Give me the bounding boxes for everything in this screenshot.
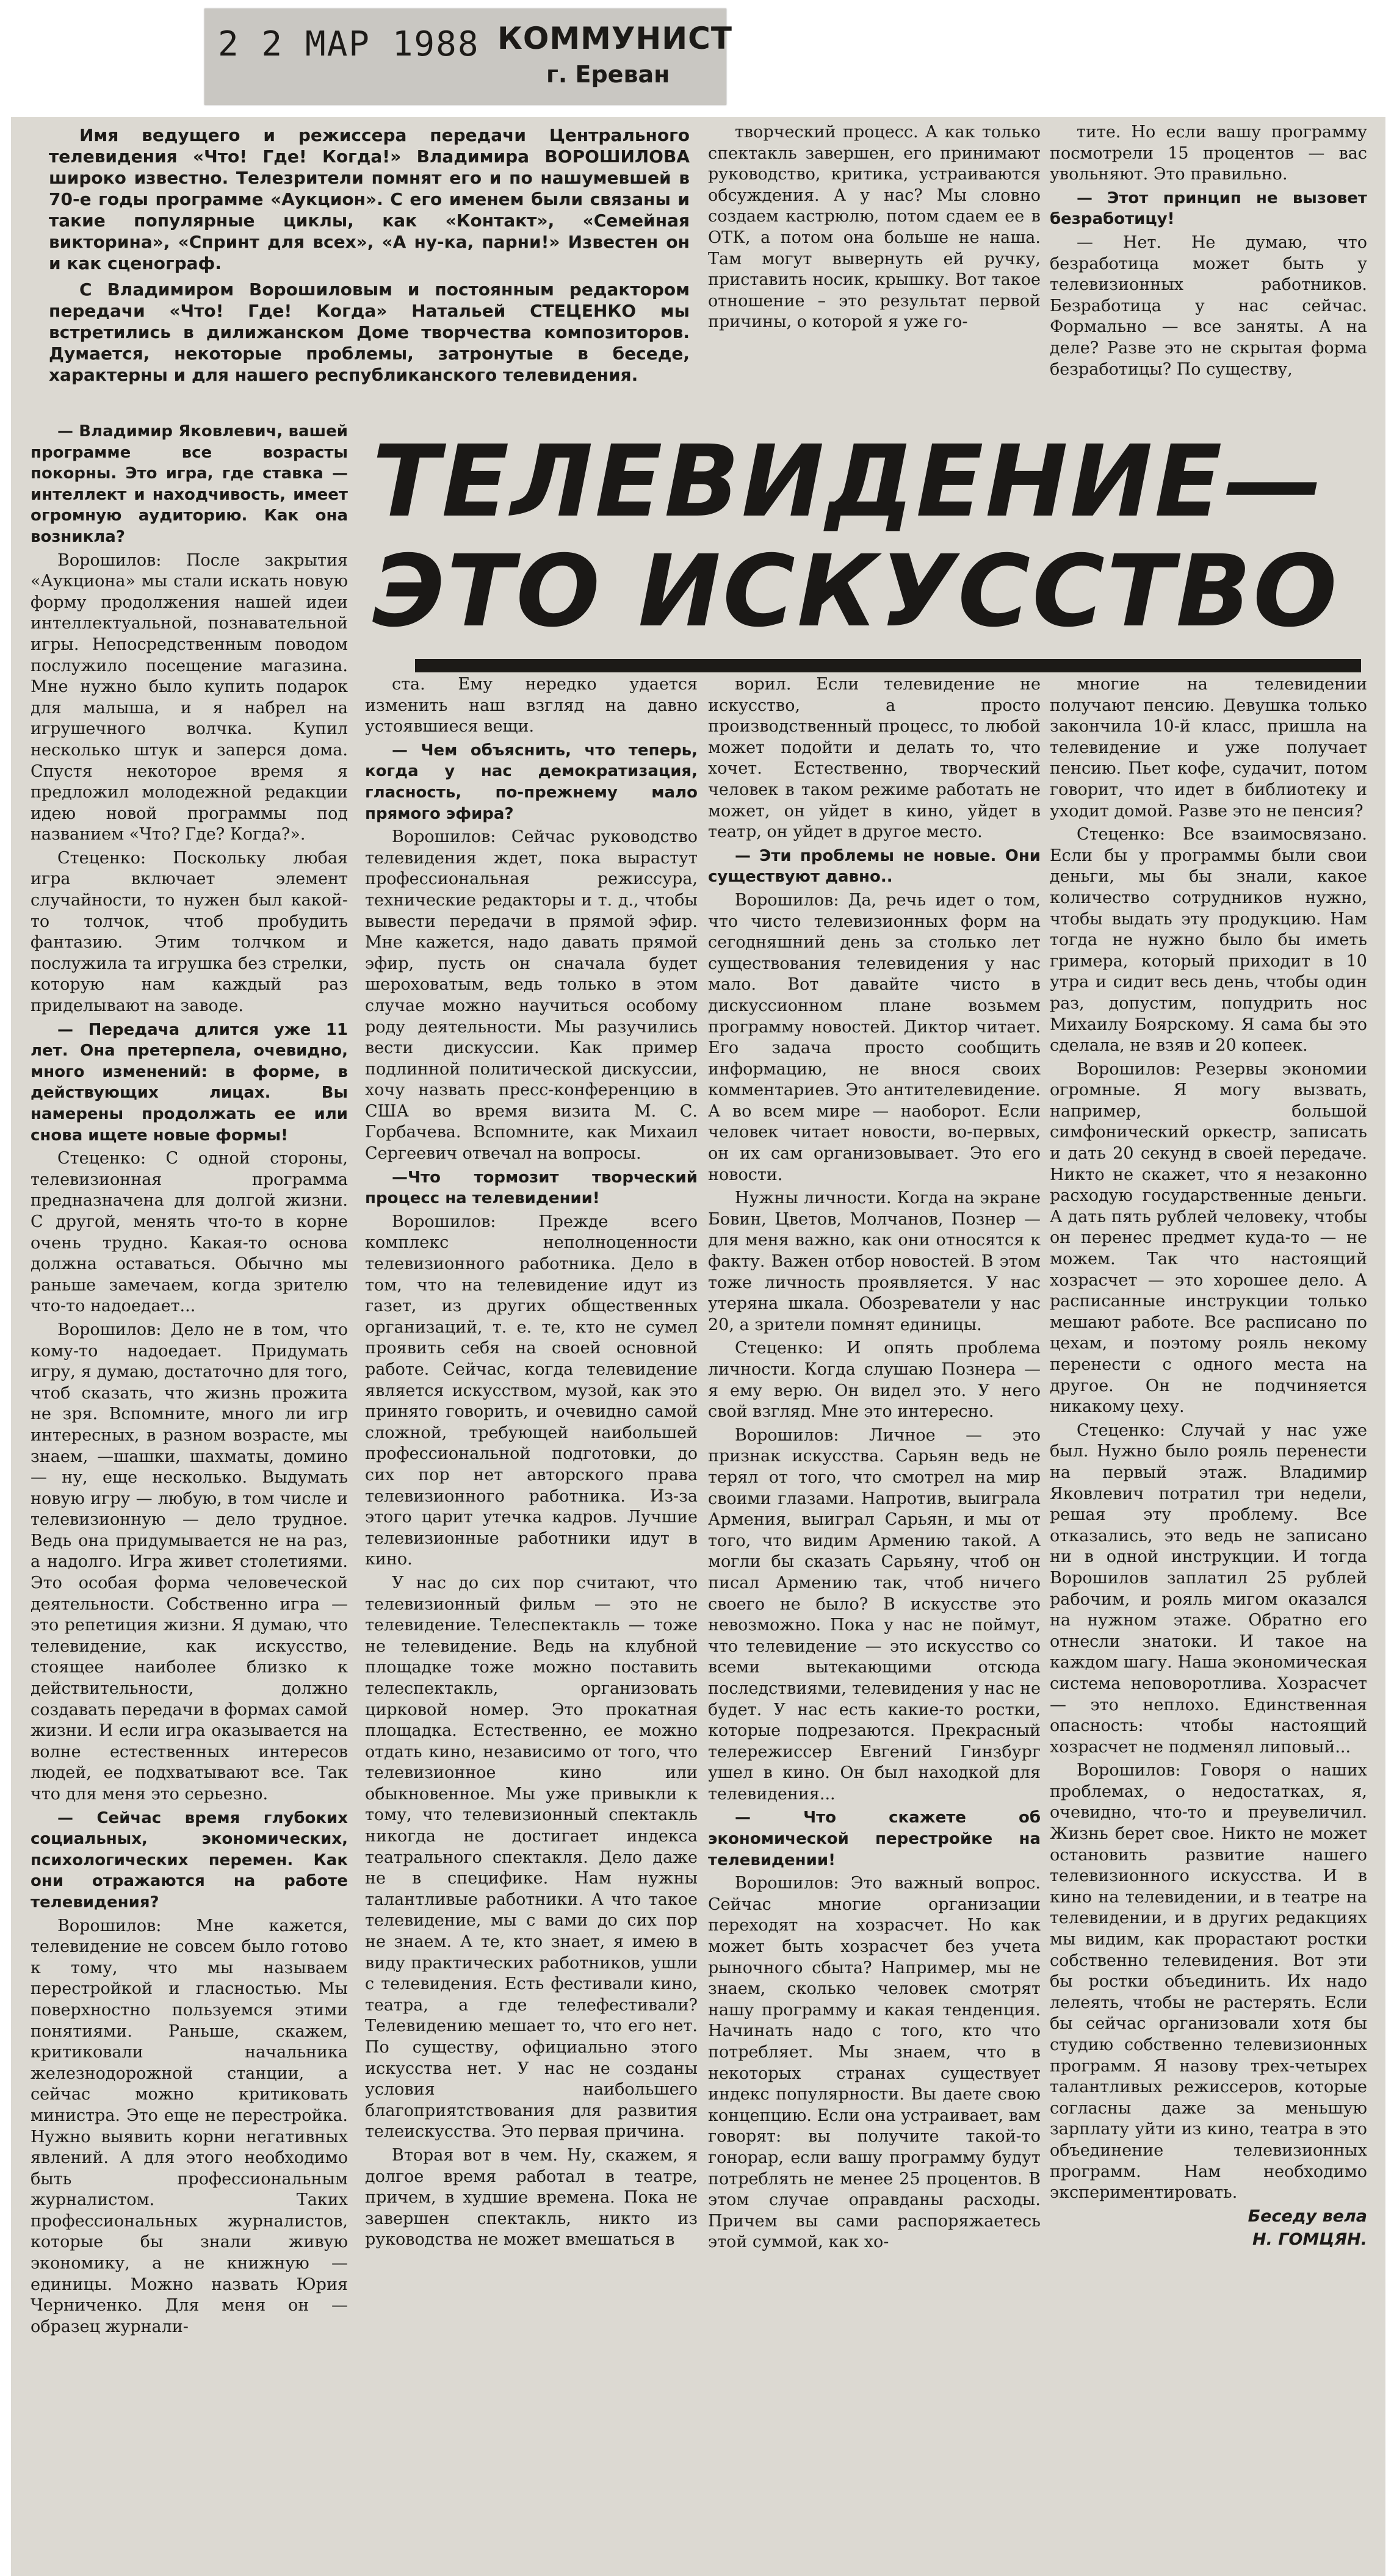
column-3-top	[708, 122, 1041, 421]
paragraph: Вторая вот в чем. Ну, скажем, я долгое время работал в театре, причем, в худшие времена. Пока не завершен спектакль, никто из руководства не может вмешаться в	[365, 2145, 698, 2250]
column-1	[31, 421, 348, 2556]
paragraph: Ворошилов: После закрытия «Аукциона» мы стали искать новую форму продолжения нашей идеи интеллектуальной, познавательной игры. Непосредственным поводом послужило посещение магазина. Мне нужно было купить подарок для малыша, и я набрел на игрушечного волчка. Купил несколько штук и заперся дома. Спустя некоторое время я предложил молодежной редакции идею новой программы под названием «Что? Где? Когда?».	[31, 550, 348, 844]
paragraph: Ворошилов: Говоря о наших проблемах, о недостатках, я, очевидно, что-то и преувеличил. Жизнь берет свое. Никто не может остановить развитие нашего телевизионного искусства. И в кино на телевидении, и в театре на телевидении, и в других редакциях мы видим, как прорастают ростки собственно телевидения. Вот эти бы ростки объединить. Их надо лелеять, чтобы не растерять. Если бы сейчас организовали хотя бы студию собственно телевизионных программ. Я назову трех-четырех талантливых режиссеров, которые согласны даже за меньшую зарплату уйти из кино, театра в это объединение телевизионных программ. Нам необходимо экспериментировать.	[1050, 1761, 1367, 2203]
headline-line-1: ТЕЛЕВИДЕНИЕ—	[372, 425, 1325, 539]
stamp-newspaper: КОММУНИСТ	[497, 21, 732, 56]
headline-rule	[415, 659, 1361, 672]
stamp-city: г. Ереван	[546, 61, 670, 88]
paragraph: Ворошилов: Дело не в том, что кому-то надоедает. Придумать игру, я думаю, достаточно для того, чтоб сказать, что жизнь прожита не зря. Вспомните, много ли игр интересных, в разном возрасте, мы знаем, —шашки, шахматы, домино — ну, еще несколько. Выдумать новую игру — любую, в том числе и телевизионную — дело трудное. Ведь она придумывается не на раз, а надолго. Игра живет столетиями. Это особая форма человеческой деятельности. Собственно игра — это репетиция жизни. Я думаю, что телевидение, как искусство, стоящее наиболее близко к действительности, должно создавать передачи в формах самой жизни. И если игра оказывается на волне естественных интересов людей, ее подхватывают все. Так что для меня это серьезно.	[31, 1320, 348, 1804]
column-4-top	[1050, 122, 1367, 421]
signature-author: Н. ГОМЦЯН.	[1252, 2230, 1367, 2250]
question: — Владимир Яковлевич, вашей программе все возрасты покорны. Это игра, где ставка —интеллект и находчивость, имеет огромную аудиторию. Как она возникла?	[31, 422, 348, 546]
signature-caption: Беседу вела	[1248, 2206, 1367, 2226]
column-3	[708, 674, 1041, 2566]
article-intro	[49, 124, 690, 411]
paragraph: Стеценко: Случай у нас уже был. Нужно было рояль перенести на первый этаж. Владимир Яковлевич потратил три недели, решая эту проблему. Все отказались, это ведь не записано ни в одной инструкции. И тогда Ворошилов заплатил 25 рублей рабочим, и рояль мигом оказался на нужном этаже. Обратно его отнесли знатоки. И такое на каждом шагу. Наша экономическая система неповоротлива. Хозрасчет — это неплохо. Единственная опасность: чтобы настоящий хозрасчет не подменял липовый...	[1050, 1420, 1367, 1757]
column-4	[1050, 674, 1367, 2566]
question: — Что скажете об экономической перестройке на телевидении!	[708, 1808, 1041, 1869]
question: —Что тормозит творческий процесс на телевидении!	[365, 1168, 698, 1208]
intro-paragraph: С Владимиром Ворошиловым и постоянным редактором передачи «Что! Где! Когда» Натальей СТЕЦЕНКО мы встретились в дилижанском Доме творчества композиторов. Думается, некоторые проблемы, затронутые в беседе, характерны и для нашего республиканского телевидения.	[49, 279, 690, 385]
paragraph: Ворошилов: Мне кажется, телевидение не совсем было готово к тому, что мы называем перестройкой и гласностью. Мы поверхностно пользуемся этими понятиями. Раньше, скажем, критиковали начальника железнодорожной станции, а сейчас можно критиковать министра. Это еще не перестройка. Нужно выявить корни негативных явлений. А для этого необходимо быть профессиональным журналистом. Таких профессиональных журналистов, которые бы знали живую экономику, а не книжную — единицы. Можно назвать Юрия Черниченко. Для меня он — образец журнали-	[31, 1916, 348, 2336]
paragraph: Ворошилов: Сейчас руководство телевидения ждет, пока вырастут профессиональная режиссура, технические редакторы и т. д., чтобы вывести передачи в прямой эфир. Мне кажется, надо давать прямой эфир, пусть он сначала будет шероховатым, ведь только в этом случае можно научиться особому роду деятельности. Мы разучились вести дискуссии. Как пример подлинной политической дискуссии, хочу назвать пресс-конференцию в США во время визита М. С. Горбачева. Вспомните, как Михаил Сергеевич отвечал на вопросы.	[365, 827, 698, 1164]
question: — Эти проблемы не новые. Они существуют давно..	[708, 846, 1041, 887]
paragraph: Ворошилов: Да, речь идет о том, что чисто телевизионных форм на сегодняшний день за столько лет существования телевидения у нас мало. Вот давайте чисто в дискуссионном плане возьмем программу новостей. Диктор читает. Его задача просто сообщить информацию, не внося своих комментариев. Это антителевидение. А во всем мире — наоборот. Если человек читает новости, во-первых, он их сам организовывает. Это его новости.	[708, 890, 1041, 1184]
paragraph: Стеценко: С одной стороны, телевизионная программа предназначена для долгой жизни. С другой, менять что-то в корне очень трудно. Какая-то основа должна оставаться. Обычно мы раньше замечаем, когда зрителю что-то надоедает...	[31, 1149, 348, 1316]
question: — Чем объяснить, что теперь, когда у нас демократизация, гласность, по-прежнему мало прямого эфира?	[365, 741, 698, 823]
paragraph: Нужны личности. Когда на экране Бовин, Цветов, Молчанов, Познер — для меня важно, как они относятся к факту. Важен отбор новостей. В этом тоже личность проявляется. У нас утеряна шкала. Обозреватели у нас 20, а зрители помнят единицы.	[708, 1189, 1041, 1334]
paragraph: — Нет. Не думаю, что безработица может быть у телевизионных работников. Безработица у нас сейчас. Формально — все заняты. А на деле? Разве это не скрытая форма безработицы? По существу,	[1050, 232, 1367, 379]
paragraph: У нас до сих пор считают, что телевизионный фильм — это не телевидение. Телеспектакль — тоже не телевидение. Ведь на клубной площадке тоже можно поставить телеспектакль, организовать цирковой номер. Это прокатная площадка. Естественно, ее можно отдать кино, независимо от того, что телевизионное кино или обыкновенное. Мы уже привыкли к тому, что телевизионный спектакль никогда не достигает индекса театрального спектакля. Дело даже не в специфике. Нам нужны талантливые работники. А что такое телевидение, мы с вами до сих пор не знаем. А те, кто знает, я имею в виду практических работников, ушли с телевидения. Есть фестивали кино, театра, а где телефестивали? Телевидению мешает то, что его нет. По существу, официально этого искусства нет. У нас не созданы условия наибольшего благоприятствования для развития телеискусства. Это первая причина.	[365, 1573, 698, 2142]
paragraph: Ворошилов: Резервы экономии огромные. Я могу вызвать, например, большой симфонический оркестр, записать и дать 20 секунд в своей передаче. Никто не скажет, что я незаконно расходую государственные деньги. А дать пять рублей человеку, чтобы он перенес предмет куда-то — не можем. Так что настоящий хозрасчет — это хорошее дело. А расписанные инструкции только мешают работе. Все расписано по цехам, и поэтому рояль некому перенести с одного места на другое. Он не подчиняется никакому цеху.	[1050, 1059, 1367, 1417]
column-2	[365, 674, 698, 2566]
paragraph: ста. Ему нередко удается изменить наш взгляд на давно устоявшиеся вещи.	[365, 675, 698, 736]
question: — Передача длится уже 11 лет. Она претерпела, очевидно, много изменений: в форме, в действующих лицах. Вы намерены продолжать ее или снова ищете новые формы!	[31, 1020, 348, 1145]
paragraph: многие на телевидении получают пенсию. Девушка только закончила 10-й класс, пришла на телевидение и уже получает пенсию. Пьет кофе, судачит, потом говорит, что идет в библиотеку и уходит домой. Разве это не пенсия?	[1050, 675, 1367, 821]
question: — Этот принцип не вызовет безработицу!	[1050, 189, 1367, 229]
paragraph: Ворошилов: Прежде всего комплекс неполноценности телевизионного работника. Дело в том, что на телевидение идут из газет, из других общественных организаций, т. е. те, кто не сумел проявить себя на своей основной работе. Сейчас, когда телевидение является искусством, музой, как это принято говорить, и очевидно самой сложной, требующей наибольшей профессиональной подготовки, до сих пор нет авторского права телевизионного работника. Из-за этого царит утечка кадров. Лучшие телевизионные работники идут в кино.	[365, 1212, 698, 1569]
paragraph: творческий процесс. А как только спектакль завершен, его принимают руководство, критика, устраиваются обсуждения. А у нас? Мы словно создаем кастрюлю, потом сдаем ее в ОТК, а потом она больше не наша. Там могут вывернуть ей ручку, приставить носик, крышку. Вот такое отношение – это результат первой причины, о которой я уже го-	[708, 123, 1041, 332]
headline-line-2: ЭТО ИСКУССТВО	[372, 534, 1339, 649]
paragraph: Ворошилов: Это важный вопрос. Сейчас многие организации переходят на хозрасчет. Но как может быть хозрасчет без учета рыночного сбыта? Например, мы не знаем, сколько человек смотрят нашу программу и какая тенденция. Начинать надо с того, кто что потребляет. Мы знаем, что в некоторых странах существует индекс популярности. Вы даете свою концепцию. Если она устраивает, вам говорят: вы получите такой-то гонорар, если вашу программу будут потреблять не менее 25 процентов. В этом случае оправданы расходы. Причем вы сами распоряжаетесь этой суммой, как хо-	[708, 1874, 1041, 2252]
clipping-stamp	[204, 9, 732, 105]
intro-paragraph: Имя ведущего и режиссера передачи Центрального телевидения «Что! Где! Когда!» Владимира ВОРОШИЛОВА широко известно. Телезрители помнят его и по нашумевшей в 70-е годы программе «Аукцион». С его именем были связаны и такие популярные циклы, как «Контакт», «Семейная викторина», «Спринт для всех», «А ну-ка, парни!» Известен он и как сценограф.	[49, 125, 690, 273]
paragraph: Стеценко: И опять проблема личности. Когда слушаю Познера — я ему верю. Он видел это. У него свой взгляд. Мне это интересно.	[708, 1339, 1041, 1422]
paragraph: ворил. Если телевидение не искусство, а просто производственный процесс, то любой может подойти и делать то, что хочет. Естественно, творческий человек в таком режиме работать не может, он уйдет в кино, уйдет в театр, он уйдет в другое место.	[708, 675, 1041, 842]
paragraph: тите. Но если вашу программу посмотрели 15 процентов — вас увольняют. Это правильно.	[1050, 123, 1367, 184]
paragraph: Стеценко: Поскольку любая игра включает элемент случайности, то нужен был какой-то толчок, чтоб пробудить фантазию. Этим толчком и послужила та игрушка без стрелки, которую нам каждый раз приделывают на заводе.	[31, 848, 348, 1016]
stamp-date: 2 2 МАР 1988	[218, 24, 480, 64]
question: — Сейчас время глубоких социальных, экономических, психологических перемен. Как они отражаются на работе телевидения?	[31, 1808, 348, 1912]
headline	[372, 427, 1361, 647]
paragraph: Ворошилов: Личное — это признак искусства. Сарьян ведь не терял от того, что смотрел на мир своими глазами. Напротив, выиграла Армения, выиграл Сарьян, и мы от того, что видим Армению такой. А могли бы сказать Сарьяну, чтоб он писал Армению так, чтоб ничего своего не было? В искусстве это невозможно. Пока у нас не поймут, что телевидение — это искусство со всеми вытекающими отсюда последствиями, телевидения у нас не будет. У нас есть какие-то ростки, которые подрезаются. Прекрасный телережиссер Евгений Гинзбург ушел в кино. Он был находкой для телевидения...	[708, 1425, 1041, 1804]
paragraph: Стеценко: Все взаимосвязано. Если бы у программы были свои деньги, мы бы знали, какое количество сотрудников нужно, чтобы выдать эту продукцию. Нам тогда не нужно было бы иметь гримера, который приходит в 10 утра и сидит весь день, чтобы один раз, допустим, попудрить нос Михаилу Боярскому. Я сама бы это сделала, не взяв и 20 копеек.	[1050, 825, 1367, 1056]
